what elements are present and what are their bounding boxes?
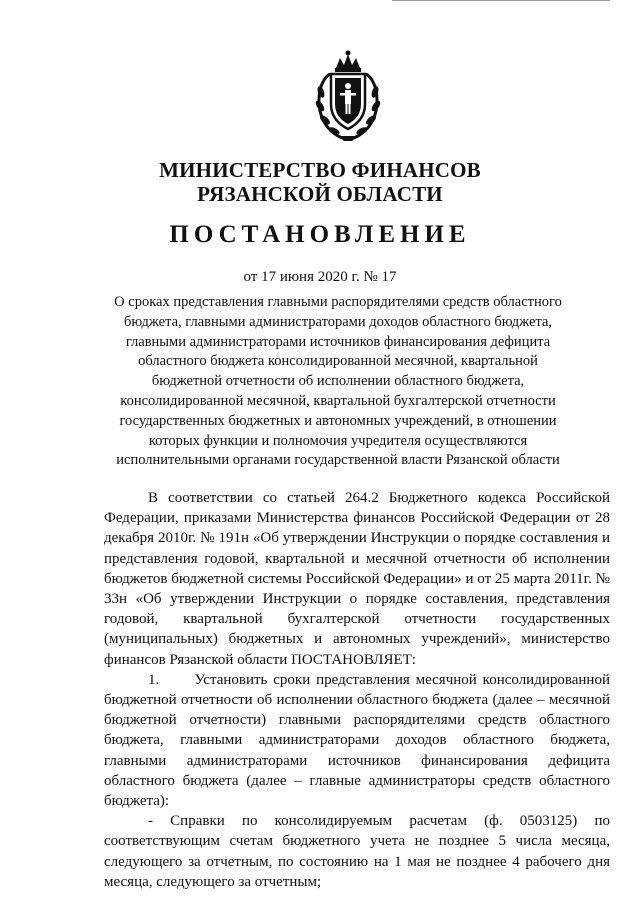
- document-subject: О сроках представления главными распорядителями средств областного бюджета, главными администраторами доходов областного бюджета, главными администраторами источников финансирования дефицита областного бюджета консолидированной месячной, квартальной бюджетной отчетности об исполнении областного бюджета, консолидированной месячной, квартальной бухгалтерской отчетности государственных бюджетных и автономных учреждений, в отношении которых функции и полномочия учредителя осуществляются исполнительными органами государственной власти Рязанской области: [114, 294, 562, 469]
- ministry-name-line2: РЯЗАНСКОЙ ОБЛАСТИ: [197, 182, 443, 206]
- preamble-paragraph: В соответствии со статьей 264.2 Бюджетного кодекса Российской Федерации, приказами Министерства финансов Российской Федерации от 28 декабря 2010г. № 191н «Об утверждении Инструкции о порядке составления и представления годовой, квартальной и месячной отчетности об исполнении бюджетов бюджетной системы Российской Федерации» и от 25 марта 2011г. № 33н «Об утверждении Инструкции о порядке составления, представления годовой, квартальной бухгалтерской отчетности государственных (муниципальных) бюджетных и автономных учреждений», министерство финансов Рязанской области ПОСТАНОВЛЯЕТ:: [104, 490, 610, 668]
- bullet-paragraph: - Справки по консолидируемым расчетам (ф. 0503125) по соответствующим счетам бюджетного учета не позднее 5 числа месяца, следующего за отчетным, по состоянию на 1 мая не позднее 4 рабочего дня месяца, следующего за отчетным;: [104, 813, 610, 890]
- document-date-number: от 17 июня 2020 г. № 17: [243, 269, 397, 285]
- ministry-name-line1: МИНИСТЕРСТВО ФИНАНСОВ: [159, 158, 481, 182]
- coat-of-arms-icon: [312, 48, 384, 144]
- top-rule: [392, 0, 610, 1]
- document-body: [104, 488, 610, 892]
- clause-1-paragraph: 1. Установить сроки представления месячной консолидированной бюджетной отчетности об исполнении областного бюджета (далее – месячной бюджетной отчетности) главными распорядителями средств областного бюджета, главными администраторами доходов областного бюджета, главными администраторами источников финансирования дефицита областного бюджета (далее – главные администраторы средств областного бюджета):: [104, 671, 610, 810]
- document-type-title: ПОСТАНОВЛЕНИЕ: [169, 221, 471, 248]
